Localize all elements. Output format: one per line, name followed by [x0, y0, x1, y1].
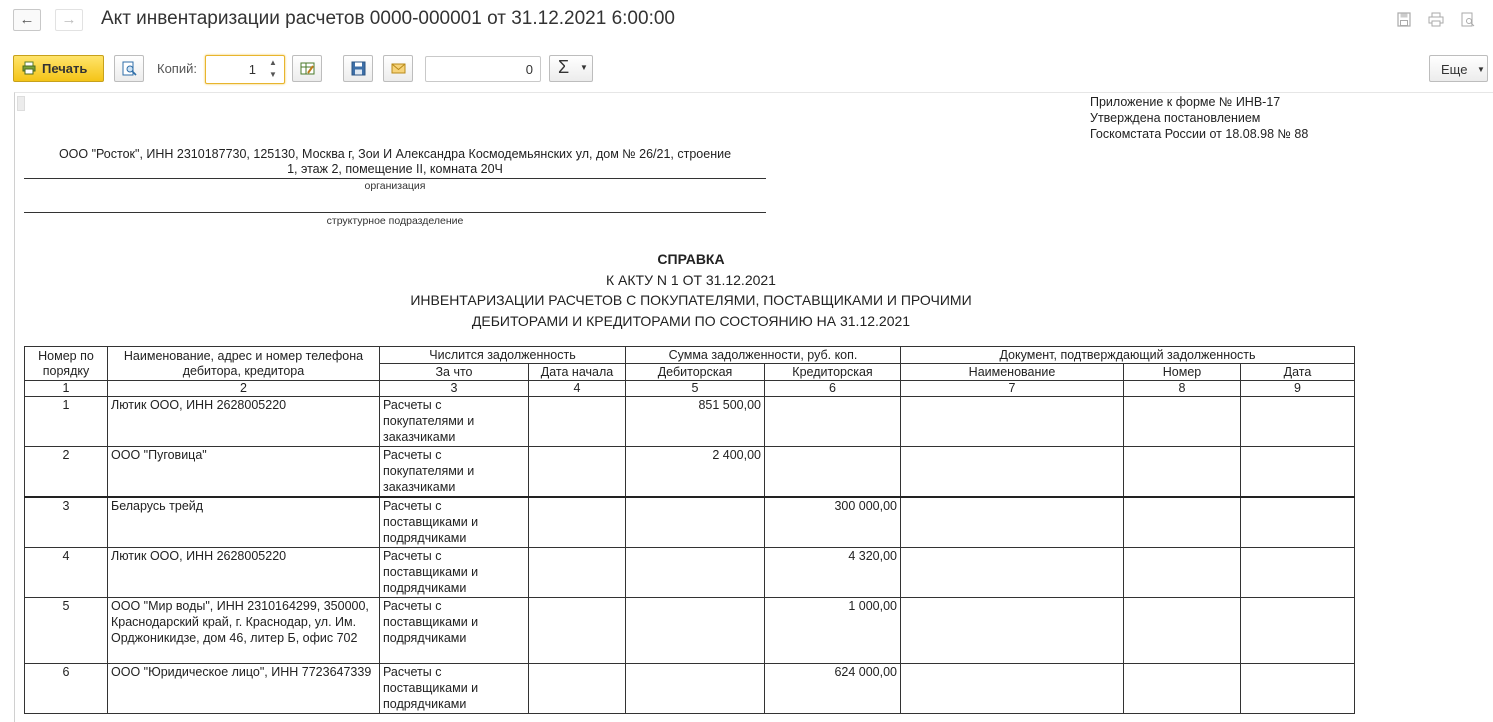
- report-title: СПРАВКА: [657, 251, 725, 267]
- debt-start-date: [529, 447, 626, 497]
- document-number: [1124, 598, 1241, 664]
- header-cell: За что: [380, 364, 529, 381]
- document-number: [1124, 548, 1241, 598]
- document-date: [1241, 598, 1355, 664]
- edit-mode-button[interactable]: [292, 55, 322, 82]
- table-header-row: [25, 347, 1355, 364]
- sum-field[interactable]: [425, 56, 541, 82]
- organization-underline: [24, 178, 766, 179]
- organization-line: 1, этаж 2, помещение II, комната 20Ч: [287, 162, 503, 176]
- report-subtitle-line: ДЕБИТОРАМИ И КРЕДИТОРАМИ ПО СОСТОЯНИЮ НА 31.12.2021: [471, 312, 911, 329]
- document-number: [1124, 397, 1241, 447]
- column-number: 8: [1124, 381, 1241, 397]
- debt-start-date: [529, 397, 626, 447]
- column-number: 7: [901, 381, 1124, 397]
- table-row: [25, 447, 1355, 497]
- appendix-line: Приложение к форме № ИНВ-17: [1090, 95, 1281, 109]
- document-name: [901, 598, 1124, 664]
- inventory-table: [24, 346, 1355, 714]
- document-date: [1241, 447, 1355, 497]
- row-number: 4: [25, 548, 108, 598]
- copies-value: 1: [248, 62, 256, 77]
- debit-amount: [626, 664, 765, 714]
- row-number: 5: [25, 598, 108, 664]
- table-row: [25, 664, 1355, 714]
- header-cell: Номер по порядку: [25, 347, 108, 381]
- print-button-label: Печать: [42, 61, 88, 76]
- credit-amount: 1 000,00: [765, 598, 901, 664]
- row-number: 1: [25, 397, 108, 447]
- debt-start-date: [529, 497, 626, 548]
- copies-stepper[interactable]: [205, 55, 285, 84]
- debt-start-date: [529, 598, 626, 664]
- credit-amount: 624 000,00: [765, 664, 901, 714]
- document-number: [1124, 447, 1241, 497]
- document-date: [1241, 664, 1355, 714]
- organization-line: ООО "Росток", ИНН 2310187730, 125130, Москва г, Зои И Александра Космодемьянских ул, дом № 26/21, строение: [58, 147, 732, 161]
- document-name: [901, 664, 1124, 714]
- table-row: [25, 598, 1355, 664]
- toolbar: [0, 52, 1493, 86]
- department-caption: структурное подразделение: [326, 215, 464, 227]
- stepper-up-icon[interactable]: ▲: [269, 58, 277, 67]
- printer-icon: [22, 61, 36, 75]
- debit-amount: 851 500,00: [626, 397, 765, 447]
- appendix-line: Утверждена постановлением: [1090, 111, 1261, 125]
- counterparty-name: ООО "Пуговица": [108, 447, 380, 497]
- report-subtitle-line: ИНВЕНТАРИЗАЦИИ РАСЧЕТОВ С ПОКУПАТЕЛЯМИ, ПОСТАВЩИКАМИ И ПРОЧИМИ: [410, 292, 972, 308]
- row-number: 3: [25, 497, 108, 548]
- document-number: [1124, 664, 1241, 714]
- counterparty-name: ООО "Мир воды", ИНН 2310164299, 350000, Краснодарский край, г. Краснодар, ул. Им. Орджоникидзе, дом 46, литер Б, офис 702: [108, 598, 380, 664]
- document-corner-marker: [17, 96, 25, 111]
- chevron-down-icon: ▼: [580, 63, 588, 72]
- column-number: 3: [380, 381, 529, 397]
- header-cell: Кредиторская: [765, 364, 901, 381]
- document-name: [901, 397, 1124, 447]
- debt-start-date: [529, 664, 626, 714]
- stepper-down-icon[interactable]: ▼: [269, 70, 277, 79]
- preview-icon[interactable]: [1461, 12, 1475, 27]
- organization-caption: организация: [364, 180, 426, 192]
- row-number: 2: [25, 447, 108, 497]
- debt-reason: Расчеты с поставщиками и подрядчиками: [380, 497, 529, 548]
- header-cell: Дата: [1241, 364, 1355, 381]
- header-cell: Числится задолженность: [380, 347, 626, 364]
- document-date: [1241, 397, 1355, 447]
- copies-label: Копий:: [157, 61, 197, 76]
- appendix-line: Госкомстата России от 18.08.98 № 88: [1090, 127, 1309, 141]
- header-cell: Документ, подтверждающий задолженность: [901, 347, 1355, 364]
- debt-reason: Расчеты с покупателями и заказчиками: [380, 447, 529, 497]
- column-number: 5: [626, 381, 765, 397]
- report-subtitle-line: К АКТУ N 1 ОТ 31.12.2021: [606, 271, 776, 288]
- chevron-down-icon: ▼: [1477, 65, 1485, 74]
- header-cell: Номер: [1124, 364, 1241, 381]
- column-number: 4: [529, 381, 626, 397]
- forward-button[interactable]: [55, 9, 83, 31]
- window-title: Акт инвентаризации расчетов 0000-000001 от 31.12.2021 6:00:00: [101, 8, 675, 29]
- header-cell: Дебиторская: [626, 364, 765, 381]
- back-button[interactable]: [13, 9, 41, 31]
- header-cell: Дата начала: [529, 364, 626, 381]
- debt-reason: Расчеты с покупателями и заказчиками: [380, 397, 529, 447]
- table-row: [25, 497, 1355, 548]
- debt-reason: Расчеты с поставщиками и подрядчиками: [380, 548, 529, 598]
- table-row: [25, 397, 1355, 447]
- organization-name: [24, 147, 766, 177]
- header-cell: Сумма задолженности, руб. коп.: [626, 347, 901, 364]
- arrow-right-icon: →: [61, 11, 77, 28]
- column-number: 9: [1241, 381, 1355, 397]
- counterparty-name: Лютик ООО, ИНН 2628005220: [108, 397, 380, 447]
- document-number: [1124, 497, 1241, 548]
- sigma-icon: Σ: [558, 57, 570, 77]
- counterparty-name: Беларусь трейд: [108, 497, 380, 548]
- column-number-row: [25, 381, 1355, 397]
- header-cell: Наименование, адрес и номер телефона дебитора, кредитора: [108, 347, 380, 381]
- save-icon: [351, 61, 366, 76]
- debit-amount: [626, 497, 765, 548]
- preview-icon: [122, 61, 137, 76]
- envelope-icon: [391, 61, 406, 76]
- debit-amount: [626, 598, 765, 664]
- document-name: [901, 548, 1124, 598]
- column-number: 2: [108, 381, 380, 397]
- debit-amount: [626, 548, 765, 598]
- form-appendix-note: [1090, 94, 1308, 142]
- more-button[interactable]: [1429, 55, 1488, 82]
- debt-reason: Расчеты с поставщиками и подрядчиками: [380, 598, 529, 664]
- report-heading: [380, 249, 1002, 331]
- counterparty-name: Лютик ООО, ИНН 2628005220: [108, 548, 380, 598]
- debt-start-date: [529, 548, 626, 598]
- preview-button[interactable]: [114, 55, 144, 82]
- title-bar: [0, 0, 1493, 40]
- printer-icon[interactable]: [1428, 12, 1442, 27]
- document-name: [901, 497, 1124, 548]
- send-email-button[interactable]: [383, 55, 413, 82]
- counterparty-name: ООО "Юридическое лицо", ИНН 7723647339: [108, 664, 380, 714]
- credit-amount: [765, 397, 901, 447]
- document-name: [901, 447, 1124, 497]
- department-underline: [24, 212, 766, 213]
- table-row: [25, 548, 1355, 598]
- row-number: 6: [25, 664, 108, 714]
- debt-reason: Расчеты с поставщиками и подрядчиками: [380, 664, 529, 714]
- more-button-label: Еще: [1441, 62, 1468, 77]
- credit-amount: 300 000,00: [765, 497, 901, 548]
- column-number: 6: [765, 381, 901, 397]
- document-date: [1241, 497, 1355, 548]
- document-date: [1241, 548, 1355, 598]
- save-button[interactable]: [343, 55, 373, 82]
- sum-value: 0: [525, 62, 533, 77]
- credit-amount: 4 320,00: [765, 548, 901, 598]
- save-icon[interactable]: [1397, 12, 1411, 27]
- sum-mode-button[interactable]: [549, 55, 593, 82]
- debit-amount: 2 400,00: [626, 447, 765, 497]
- table-edit-icon: [300, 61, 315, 76]
- print-button[interactable]: [13, 55, 104, 82]
- column-number: 1: [25, 381, 108, 397]
- header-cell: Наименование: [901, 364, 1124, 381]
- credit-amount: [765, 447, 901, 497]
- arrow-left-icon: ←: [19, 11, 35, 28]
